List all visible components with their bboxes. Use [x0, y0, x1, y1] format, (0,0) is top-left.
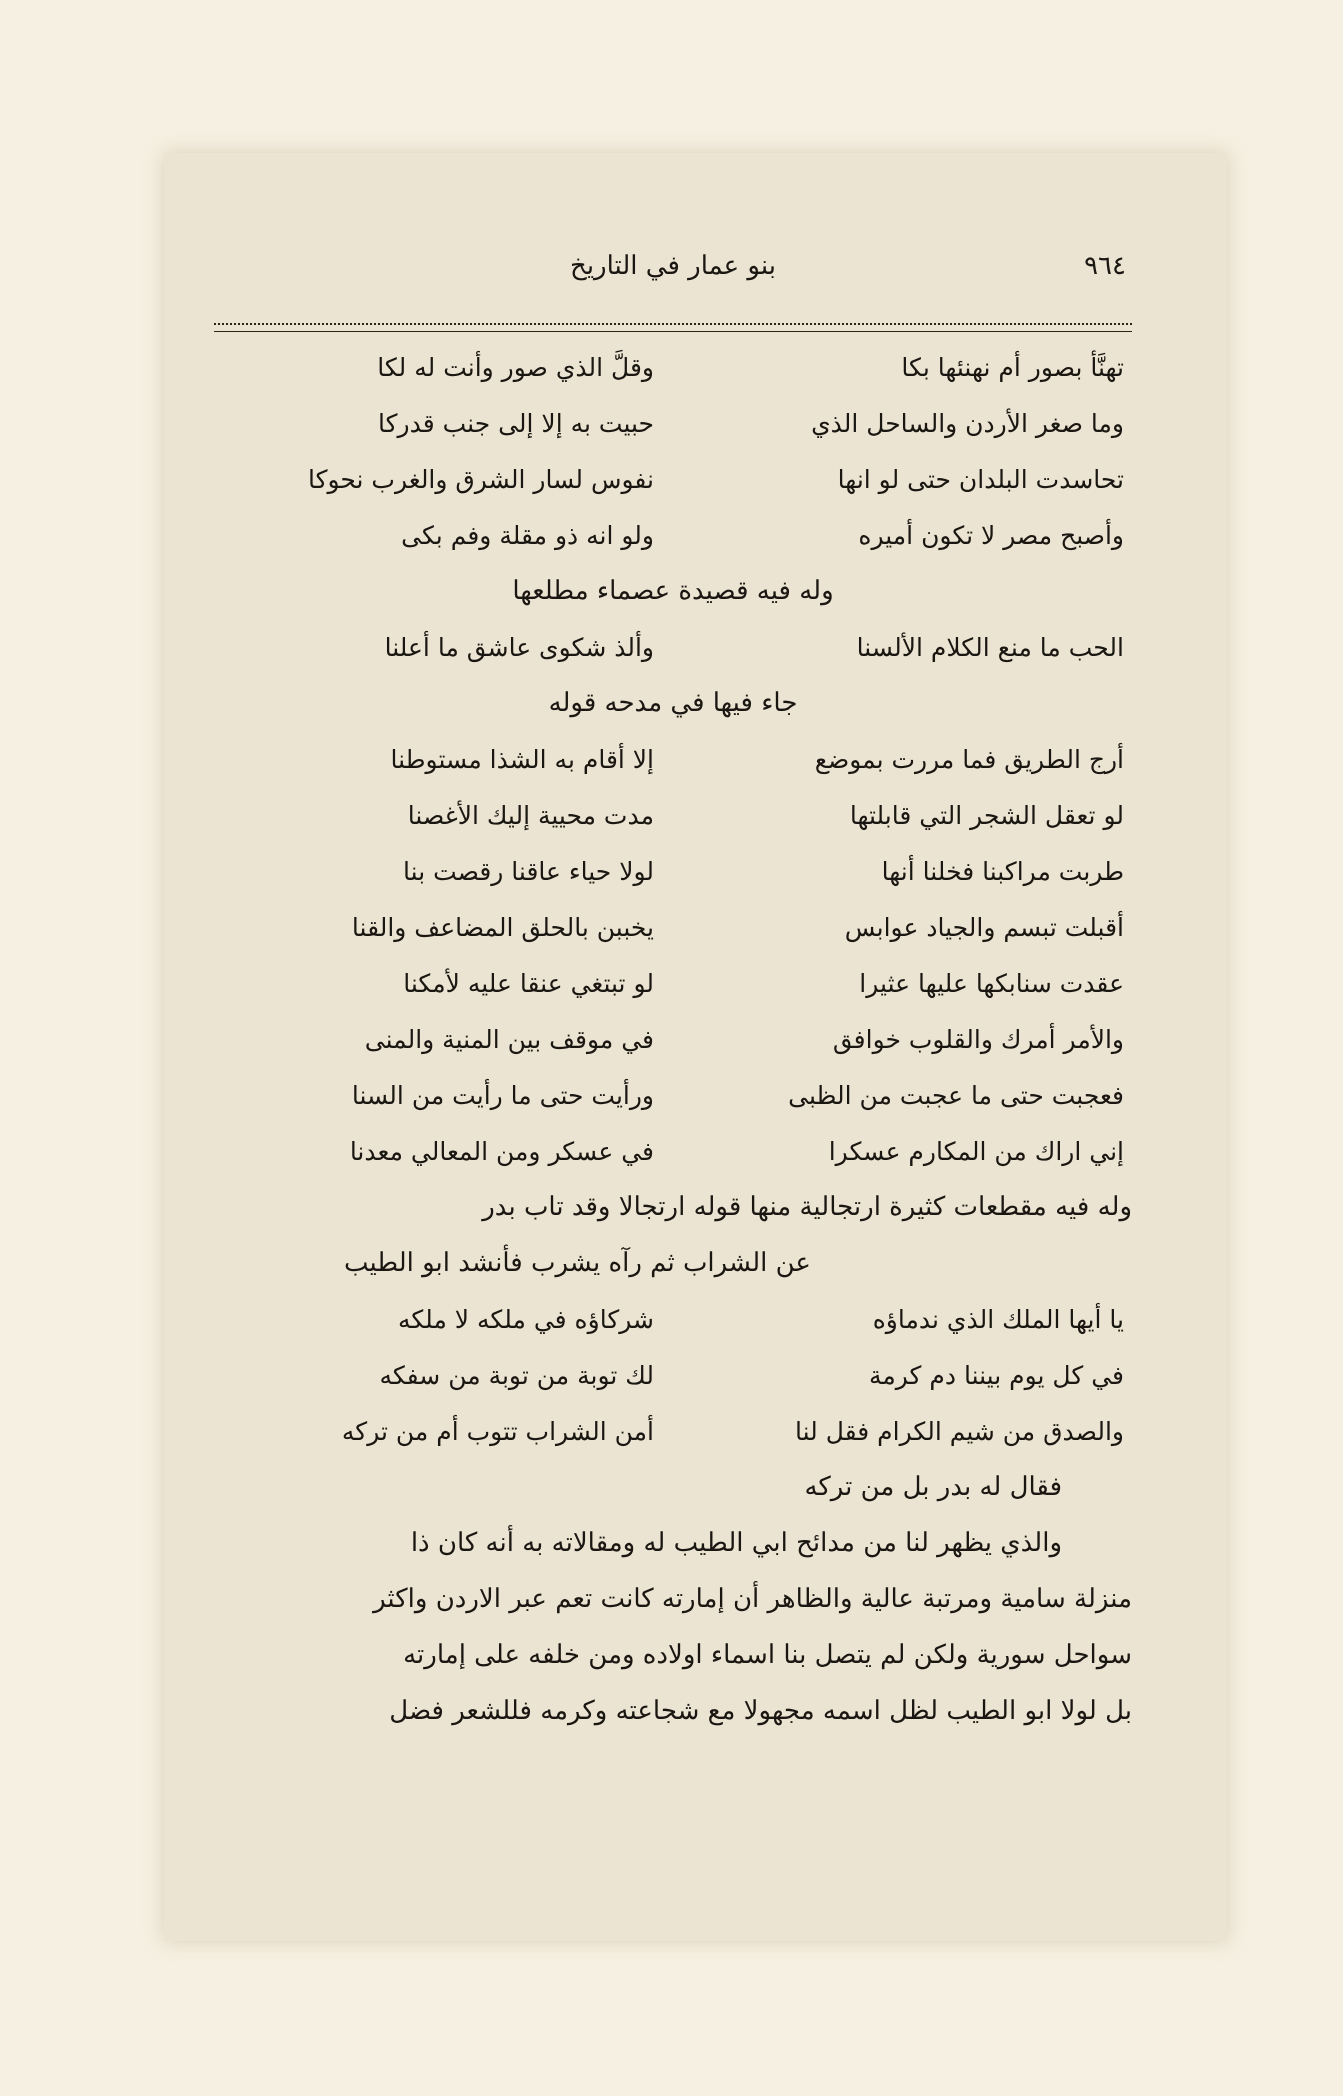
- hemistich-first: تحاسدت البلدان حتى لو انها: [837, 464, 1124, 494]
- hemistich-second: مدت محيية إليك الأغصنا: [407, 800, 654, 830]
- hemistich-first: لو تعقل الشجر التي قابلتها: [849, 800, 1124, 830]
- hemistich-second: وقلَّ الذي صور وأنت له لكا: [377, 352, 654, 382]
- hemistich-first: طربت مراكبنا فخلنا أنها: [881, 856, 1124, 886]
- hemistich-second: إلا أقام به الشذا مستوطنا: [390, 744, 654, 774]
- page-header: [220, 251, 1126, 301]
- hemistich-first: تهنَّأ بصور أم نهنئها بكا: [901, 352, 1124, 382]
- verse-line: [214, 787, 1132, 843]
- hemistich-second: في موقف بين المنية والمنى: [364, 1024, 654, 1054]
- hemistich-first: في كل يوم بيننا دم كرمة: [868, 1360, 1124, 1390]
- verse-line: [214, 339, 1132, 395]
- verse-line: [214, 1011, 1132, 1067]
- prose-line: وله فيه مقطعات كثيرة ارتجالية منها قوله ارتجالا وقد تاب بدر: [482, 1192, 1132, 1222]
- hemistich-second: شركاؤه في ملكه لا ملكه: [397, 1304, 654, 1334]
- hemistich-first: والأمر أمرك والقلوب خوافق: [832, 1024, 1124, 1054]
- header-rule: [214, 323, 1132, 332]
- hemistich-first: أقبلت تبسم والجياد عوابس: [844, 912, 1124, 942]
- hemistich-first: عقدت سنابكها عليها عثيرا: [859, 968, 1124, 998]
- hemistich-second: لولا حياء عاقنا رقصت بنا: [403, 856, 654, 886]
- verse-line: [214, 1291, 1132, 1347]
- hemistich-second: حبيت به إلا إلى جنب قدركا: [377, 408, 654, 438]
- hemistich-second: ورأيت حتى ما رأيت من السنا: [351, 1080, 654, 1110]
- intro-line: جاء فيها في مدحه قوله: [548, 688, 798, 718]
- opening-verse: [214, 619, 1132, 675]
- hemistich-first: الحب ما منع الكلام الألسنا: [856, 632, 1124, 662]
- verse-line: [214, 1123, 1132, 1179]
- hemistich-first: إني اراك من المكارم عسكرا: [828, 1136, 1124, 1166]
- hemistich-second: وألذ شكوى عاشق ما أعلنا: [384, 632, 654, 662]
- hemistich-second: نفوس لسار الشرق والغرب نحوكا: [307, 464, 654, 494]
- hemistich-second: لك توبة من توبة من سفكه: [379, 1360, 654, 1390]
- verse-line: [214, 899, 1132, 955]
- verse-line: [214, 395, 1132, 451]
- hemistich-second: أمن الشراب تتوب أم من تركه: [341, 1416, 654, 1446]
- verse-line: [214, 1067, 1132, 1123]
- prose-line: والذي يظهر لنا من مدائح ابي الطيب له ومقالاته به أنه كان ذا: [410, 1528, 1062, 1558]
- verse-line: [214, 451, 1132, 507]
- running-title: بنو عمار في التاريخ: [570, 251, 776, 281]
- prose-line: عن الشراب ثم رآه يشرب فأنشد ابو الطيب: [344, 1248, 811, 1278]
- hemistich-first: وأصبح مصر لا تكون أميره: [858, 520, 1124, 550]
- hemistich-first: أرج الطريق فما مررت بموضع: [814, 744, 1124, 774]
- hemistich-second: ولو انه ذو مقلة وفم بكى: [401, 520, 654, 550]
- verse-line: [214, 507, 1132, 563]
- verse-line: [214, 1347, 1132, 1403]
- hemistich-first: وما صغر الأردن والساحل الذي: [811, 408, 1124, 438]
- hemistich-second: لو تبتغي عنقا عليه لأمكنا: [403, 968, 654, 998]
- intro-line: وله فيه قصيدة عصماء مطلعها: [512, 576, 834, 606]
- hemistich-second: في عسكر ومن المعالي معدنا: [349, 1136, 654, 1166]
- verse-line: [214, 843, 1132, 899]
- hemistich-first: فعجبت حتى ما عجبت من الظبى: [788, 1080, 1124, 1110]
- page-body: [214, 339, 1132, 1739]
- prose-line: بل لولا ابو الطيب لظل اسمه مجهولا مع شجاعته وكرمه فللشعر فضل: [389, 1696, 1132, 1726]
- hemistich-first: والصدق من شيم الكرام فقل لنا: [794, 1416, 1124, 1446]
- reply-line: فقال له بدر بل من تركه: [804, 1472, 1062, 1502]
- prose-line: منزلة سامية ومرتبة عالية والظاهر أن إمارته كانت تعم عبر الاردن واكثر: [373, 1584, 1132, 1614]
- verse-line: [214, 1403, 1132, 1459]
- verse-line: [214, 731, 1132, 787]
- hemistich-second: يخببن بالحلق المضاعف والقنا: [351, 912, 654, 942]
- book-page: [164, 153, 1227, 1941]
- prose-line: سواحل سورية ولكن لم يتصل بنا اسماء اولاده ومن خلفه على إمارته: [403, 1640, 1132, 1670]
- page-number: ٩٦٤: [1084, 251, 1126, 281]
- hemistich-first: يا أيها الملك الذي ندماؤه: [872, 1304, 1124, 1334]
- verse-line: [214, 955, 1132, 1011]
